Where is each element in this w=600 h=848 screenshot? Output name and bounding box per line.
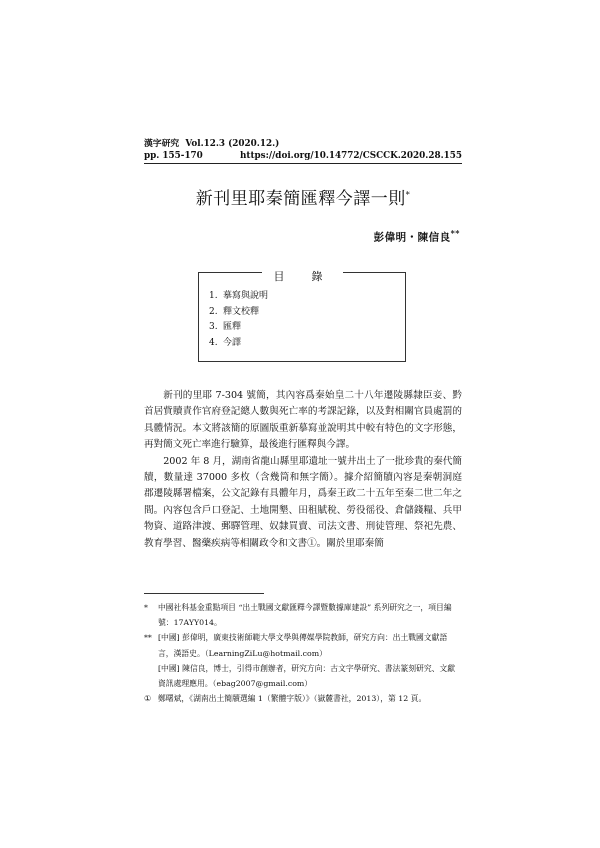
toc-item-number: 4. [209, 337, 218, 348]
authors-text: 彭偉明・陳信良 [373, 231, 451, 244]
page-range: pp. 155-170 [144, 151, 203, 161]
header-divider [144, 163, 462, 164]
toc-list [199, 273, 405, 351]
footnote-text: 鄭曙斌，《湖南出土簡牘選編 1（繁體字版）》（嶽麓書社，2013），第 12 頁。 [158, 694, 427, 704]
footnotes [144, 600, 462, 706]
footnote-text: [中國] 陳信良，博士，引得市創辦者，研究方向：古文字學研究、書法篆刻研究、文獻資訊處理應用。（ebag2007@gmail.com） [158, 663, 456, 689]
paper-title [140, 184, 466, 209]
toc-item-label: 匯釋 [223, 322, 242, 332]
toc-item [209, 305, 405, 321]
doi-link[interactable]: https://doi.org/10.14772/CSCCK.2020.28.155 [240, 151, 462, 161]
footnote-mark: ** [144, 633, 152, 643]
authors-footnote-mark: ** [450, 228, 460, 238]
journal-line [144, 138, 462, 150]
toc-item-number: 3. [209, 322, 218, 332]
footnote-mark: ① [144, 694, 151, 704]
toc-item-label: 摹寫與說明 [223, 291, 269, 301]
title-footnote-mark: * [405, 190, 411, 200]
body-text [144, 388, 462, 552]
footnote-reference-1 [144, 691, 462, 706]
footnote-author-2 [144, 661, 462, 691]
toc-heading: 目 錄 [262, 270, 343, 283]
toc-item-label: 釋文校釋 [223, 306, 260, 317]
journal-header [144, 138, 462, 162]
footnote-text: [中國] 彭偉明，廣東技術師範大學文學與傳媒學院教師，研究方向：出土戰國文獻語言，漢語史。（LearningZiLu@hotmail.com） [158, 633, 448, 658]
footnote-divider [144, 593, 264, 594]
footnote-mark: * [144, 603, 148, 612]
pages-doi-line [144, 150, 462, 162]
table-of-contents [198, 272, 406, 362]
footnote-text: 中國社科基金重點項目 “出土戰國文獻匯釋今譯暨數據庫建設” 系列研究之一，項目編號：17AYY014。 [158, 603, 452, 628]
toc-item [209, 336, 405, 352]
abstract-paragraph: 新刊的里耶 7-304 號簡，其內容爲秦始皇二十八年遷陵縣隸臣妾、黔首居貲贖責作官府登記總人數與死亡率的考課記錄，以及對相關官員處罰的具體情況。本文將該簡的原圖版重新摹寫並說明其中較有特色的文字形態，再對簡文死亡率進行驗算，最後進行匯釋與今譯。 [144, 390, 462, 451]
toc-item [209, 289, 405, 305]
toc-heading-wrap [199, 265, 405, 284]
footnote-author-1 [144, 630, 462, 660]
footnote-funding [144, 600, 462, 630]
toc-item-number: 1. [209, 291, 218, 301]
toc-item-label: 今譯 [223, 337, 242, 348]
intro-paragraph: 2002 年 8 月，湖南省龍山縣里耶遺址一號井出土了一批珍貴的秦代簡牘，數量達 37000 多枚（含幾筒和無字簡）。據介紹簡牘內容是秦朝洞庭郡遷陵縣署檔案，公文記錄有具體年月，爲秦王政二十五年至秦二世二年之間。內容包含戶口登記、土地開墾、田租賦稅、勞役徭役、倉儲錢糧、兵甲物資、道路津渡、郵驛管理、奴隸買賣、司法文書、刑徒管理、祭祀先農、教育學習、醫藥疾病等相關政令和文書①。關於里耶秦簡 [144, 455, 462, 549]
paper-authors [374, 228, 460, 245]
journal-volume: Vol.12.3 (2020.12.) [185, 139, 280, 149]
toc-item-number: 2. [209, 306, 218, 317]
toc-item [209, 320, 405, 336]
journal-name: 漢字研究 [144, 139, 180, 149]
title-text: 新刊里耶秦簡匯釋今譯一則 [195, 189, 406, 209]
